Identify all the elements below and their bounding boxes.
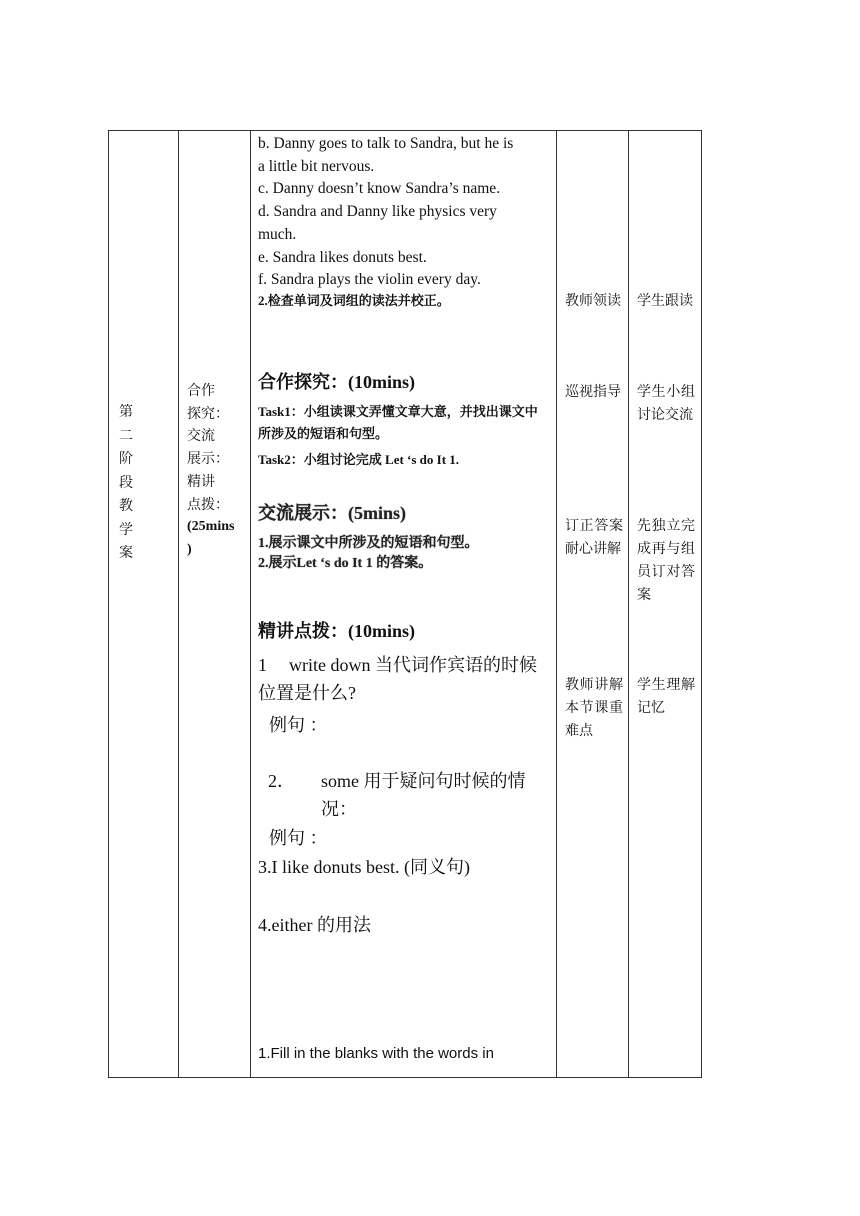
- statement-list: b. Danny goes to talk to Sandra, but he is a little bit nervous. c. Danny doesn’t know Sandra’s name. d. Sandra and Danny like physics very much. e. Sandra likes donuts best. f. Sandra plays the violin every day.: [258, 135, 514, 289]
- check-reading-text: 2.检查单词及词组的读法并校正。: [258, 293, 450, 308]
- point-1: 1 write down 当代词作宾语的时候位置是什么?: [258, 655, 537, 703]
- teacher-note-3: 订正答案耐心讲解: [565, 518, 623, 557]
- task2-text: Task2：小组讨论完成 Let ‘s do It 1.: [258, 452, 460, 467]
- table-row: [109, 131, 702, 1078]
- section-cell: [179, 131, 251, 1078]
- teacher-note-4: 教师讲解本节课重难点: [565, 677, 623, 739]
- task1-text: Task1：小组读课文弄懂文章大意，并找出课文中所涉及的短语和句型。: [258, 404, 538, 441]
- point-4: 4.either 的用法: [258, 915, 371, 935]
- coop-heading: 合作探究：(10mins): [258, 372, 415, 392]
- stage-cell: [109, 131, 179, 1078]
- lesson-plan-table: [108, 130, 702, 1078]
- teacher-note-2: 巡视指导: [565, 384, 621, 400]
- example-1: 例句 ：: [269, 715, 328, 735]
- fill-blanks-text: 1.Fill in the blanks with the words in: [258, 1045, 494, 1062]
- stage-label: 第 二 阶 段 教 学 案: [119, 404, 133, 561]
- explain-heading: 精讲点拨：(10mins): [258, 621, 415, 641]
- teacher-note-1: 教师领读: [565, 293, 621, 309]
- point-2-number: 2．: [268, 771, 295, 791]
- section-label: 合作 探究： 交流 展示： 精讲 点拨： (25mins ): [187, 383, 235, 557]
- student-note-4: 学生理解记忆: [637, 677, 695, 716]
- student-note-2: 学生小组讨论交流: [637, 384, 695, 423]
- teacher-activity-cell: [557, 131, 629, 1078]
- show-item-1: 1.展示课文中所涉及的短语和句型。: [258, 536, 479, 551]
- point-3: 3.I like donuts best. (同义句): [258, 857, 470, 877]
- show-item-2: 2.展示Let ‘s do It 1 的答案。: [258, 556, 433, 571]
- example-2: 例句 ：: [269, 828, 328, 848]
- student-note-1: 学生跟读: [637, 293, 693, 309]
- student-note-3: 先独立完成再与组员订对答案: [637, 518, 695, 603]
- content-cell: [251, 131, 557, 1078]
- point-2-text: some 用于疑问句时候的情况：: [321, 771, 526, 819]
- student-activity-cell: [629, 131, 702, 1078]
- show-heading: 交流展示：(5mins): [258, 503, 406, 523]
